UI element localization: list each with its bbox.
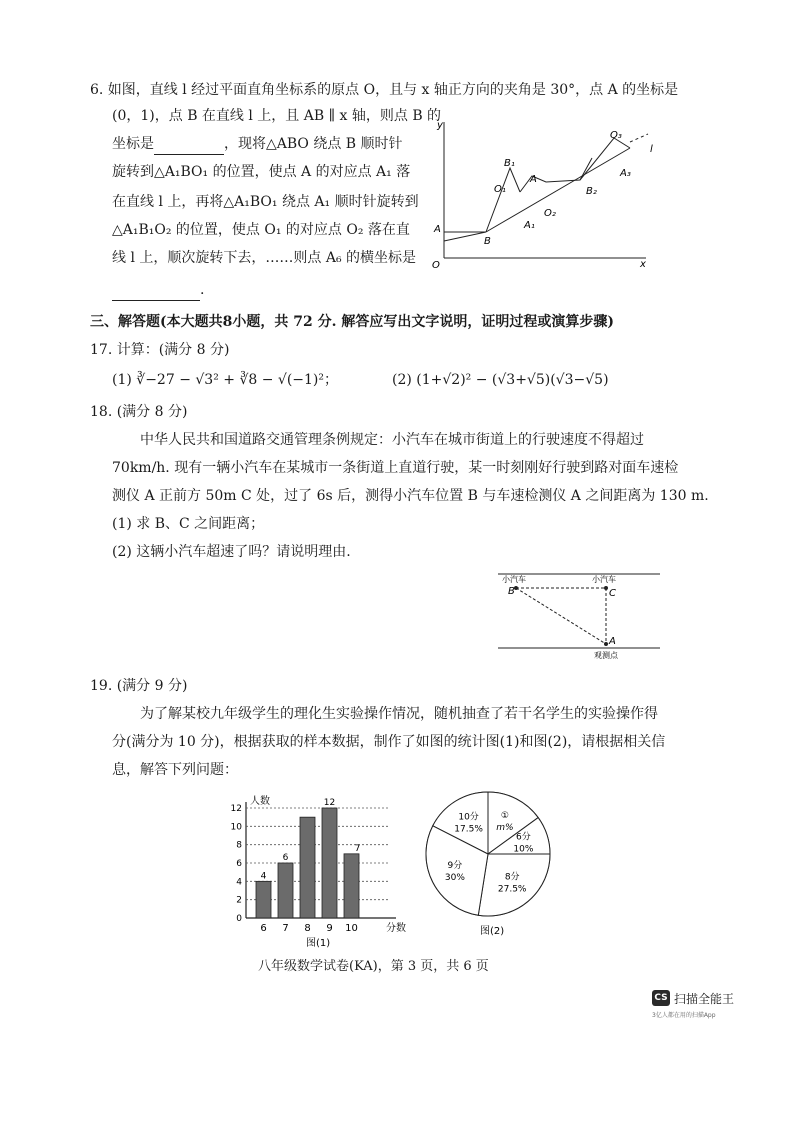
fig-A1-label: A₁ <box>524 220 535 231</box>
fig-A-label: A <box>434 224 441 235</box>
q18-figure <box>496 566 662 660</box>
bar-6 <box>256 881 271 918</box>
section3-title: 三、解答题(本大题共8小题，共 72 分. 解答应写出文字说明，证明过程或演算步骤) <box>90 314 614 330</box>
bar-7 <box>278 863 293 918</box>
pie-slice-value: m% <box>496 822 514 833</box>
segment-BA <box>516 588 606 644</box>
bar-9 <box>322 808 337 918</box>
q16-line3b: ，现将△ABO 绕点 B 顺时针 <box>224 136 403 152</box>
q16-line4: 旋转到△A₁BO₁ 的位置，使点 A 的对应点 A₁ 落 <box>112 164 411 180</box>
fig18-A-label: A <box>609 636 616 647</box>
fig-O1-label: O₁ <box>494 184 506 195</box>
fig18-C-label: C <box>609 588 616 599</box>
q16-figure <box>420 110 660 270</box>
q16-line1: 6. 如图，直线 l 经过平面直角坐标系的原点 O，且与 x 轴正方向的夹角是 30°，点 A 的坐标是 <box>90 82 679 98</box>
q16-line5: 在直线 l 上，再将△A₁BO₁ 绕点 A₁ 顺时针旋转到 <box>112 194 419 210</box>
fig18-B-label: B <box>508 586 515 597</box>
q17-title: 17. 计算：(满分 8 分) <box>90 342 230 358</box>
q16-answer-blank-2 <box>112 280 200 301</box>
fig-B2-label: B₂ <box>586 186 597 197</box>
q18-p2: 70km/h. 现有一辆小汽车在某城市一条街道上直道行驶，某一时刻刚好行驶到路对面车速检 <box>112 460 679 476</box>
q19-p2: 分(满分为 10 分)，根据获取的样本数据，制作了如图的统计图(1)和图(2)，请根据相关信 <box>112 734 666 750</box>
pie-slice-label: 9分 <box>447 860 463 871</box>
bar-y-tick-label: 12 <box>230 804 242 814</box>
pie-slice-value: 10% <box>513 844 534 855</box>
bar-data-label: 12 <box>323 798 336 808</box>
q18-p3: 测仪 A 正前方 50m C 处，过了 6s 后，测得小汽车位置 B 与车速检测仪 A 之间距离为 130 m. <box>112 488 709 504</box>
q16-line8 <box>112 280 204 301</box>
bar-10 <box>344 854 359 918</box>
fig-B-label: B <box>484 236 491 247</box>
fig-l-label: l <box>650 144 653 155</box>
q19-p1: 为了解某校九年级学生的理化生实验操作情况，随机抽查了若干名学生的实验操作得 <box>140 706 658 722</box>
car-label-1: 小汽车 <box>502 575 526 584</box>
page-footer: 八年级数学试卷(KA)，第 3 页，共 6 页 <box>258 959 489 974</box>
line-l-lower <box>444 232 486 241</box>
fig-A3-label: A₃ <box>620 168 631 179</box>
fig-O-label: O <box>432 260 440 270</box>
q16-line6: △A₁B₁O₂ 的位置，使点 O₁ 的对应点 O₂ 落在直 <box>112 222 410 238</box>
bar-y-axis-title: 人数 <box>250 796 270 807</box>
pie-slice-value: 27.5% <box>497 884 527 895</box>
fig-A-2-label: A <box>530 174 537 185</box>
point-B <box>515 587 518 590</box>
bar-x-tick-label: 7 <box>282 923 289 934</box>
q19-title: 19. (满分 9 分) <box>90 678 188 694</box>
bar-y-tick-label: 6 <box>236 859 242 869</box>
pie-chart <box>418 786 558 944</box>
q18-title: 18. (满分 8 分) <box>90 404 188 420</box>
q16-line3a: 坐标是 <box>112 136 154 152</box>
cs-app-name: 扫描全能王 <box>674 992 735 1006</box>
q17-part1: (1) ∛−27 − √3² + ∛8 − √(−1)²； <box>112 372 339 388</box>
bar-caption: 图(1) <box>306 938 331 949</box>
q18-question2: (2) 这辆小汽车超速了吗？请说明理由. <box>112 544 351 560</box>
pie-slice-label: 8分 <box>504 872 520 883</box>
q19-p3: 息，解答下列问题： <box>112 762 238 778</box>
point-C <box>605 587 608 590</box>
fig-O2-label: O₂ <box>544 208 556 219</box>
q17-part2: (2) (1+√2)² − (√3+√5)(√3−√5) <box>392 372 609 388</box>
bar-data-label: 6 <box>282 853 289 863</box>
bar-x-axis-title: 分数 <box>386 923 406 934</box>
line-l-extension <box>630 134 648 142</box>
q18-question1: (1) 求 B、C 之间距离； <box>112 516 265 532</box>
bar-x-tick-label: 9 <box>326 923 333 934</box>
fig-O3-label: O₃ <box>610 130 622 141</box>
bar-y-tick-label: 4 <box>236 877 242 888</box>
detector-label: 观测点 <box>594 651 618 660</box>
q16-answer-blank-1 <box>154 134 224 155</box>
cs-logo: CS <box>652 990 670 1006</box>
q16-line3 <box>112 134 403 155</box>
bar-y-tick-label: 10 <box>230 822 242 833</box>
bar-y-tick-label: 2 <box>236 895 242 906</box>
bar-x-tick-label: 6 <box>260 923 267 934</box>
fig-y-label: y <box>437 120 443 131</box>
pie-slice-value: 30% <box>444 872 465 883</box>
bar-data-label: 4 <box>260 871 267 882</box>
pie-slice-value: 17.5% <box>454 824 483 835</box>
bar-8 <box>300 817 315 918</box>
pie-slice-label: ① <box>500 810 509 821</box>
q16-line2: (0，1)，点 B 在直线 l 上，且 AB ∥ x 轴，则点 B 的 <box>112 108 442 124</box>
bar-y-tick-label: 8 <box>236 840 242 851</box>
cs-tagline: 3亿人都在用的扫描App <box>652 1012 716 1019</box>
bar-y-tick-label: 0 <box>236 914 242 924</box>
q16-line7: 线 l 上，顺次旋转下去，……则点 A₆ 的横坐标是 <box>112 250 416 266</box>
car-label-2: 小汽车 <box>592 575 616 584</box>
pie-slice-label: 10分 <box>458 812 479 823</box>
pie-slice-label: 6分 <box>516 832 531 843</box>
point-A <box>605 643 608 646</box>
bar-x-tick-label: 8 <box>304 923 311 934</box>
bar-chart <box>220 790 410 950</box>
bar-data-label: 7 <box>354 843 361 854</box>
q16-line8-end: . <box>200 282 205 298</box>
fig-B1-label: B₁ <box>504 158 515 169</box>
pie-caption: 图(2) <box>480 926 505 937</box>
q18-p1: 中华人民共和国道路交通管理条例规定：小汽车在城市街道上的行驶速度不得超过 <box>140 432 644 448</box>
bar-x-tick-label: 10 <box>345 923 358 934</box>
fig-x-label: x <box>640 259 646 270</box>
